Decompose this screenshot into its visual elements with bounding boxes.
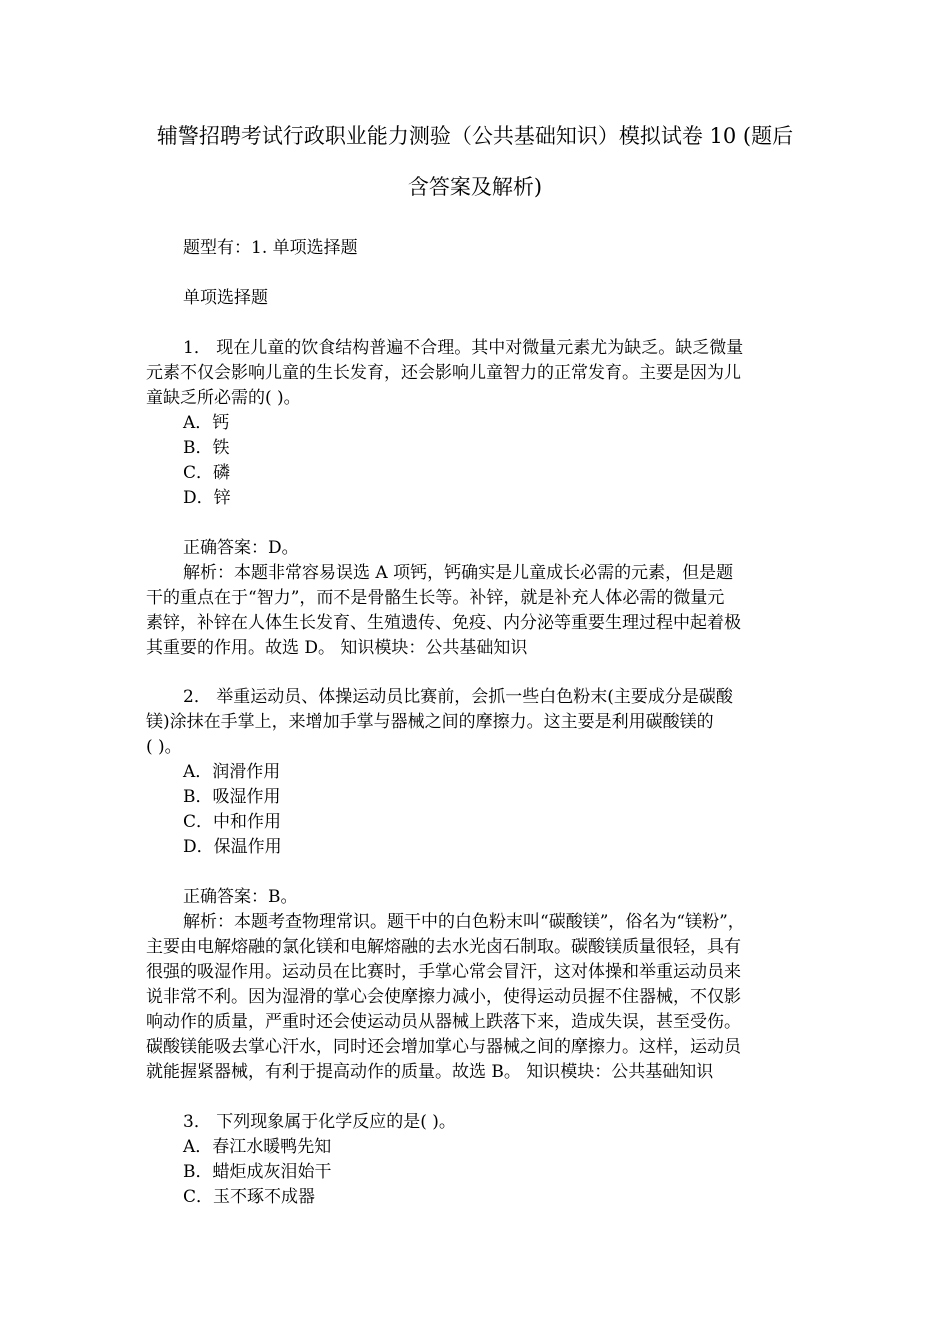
q3-option-a: A．春江水暖鸭先知 <box>183 1137 332 1157</box>
q3-option-c: C．玉不琢不成器 <box>183 1187 316 1207</box>
q2-analysis-line-6: 碳酸镁能吸去掌心汗水，同时还会增加掌心与器械之间的摩擦力。这样，运动员 <box>146 1037 741 1057</box>
document-title-line-1: 辅警招聘考试行政职业能力测验（公共基础知识）模拟试卷 10 (题后 <box>156 124 794 148</box>
q1-analysis-line-1: 解析：本题非常容易误选 A 项钙，钙确实是儿童成长必需的元素，但是题 <box>183 563 734 583</box>
q1-analysis-line-3: 素锌，补锌在人体生长发育、生殖遗传、免疫、内分泌等重要生理过程中起着极 <box>146 613 741 633</box>
q1-stem-line-1: 1． 现在儿童的饮食结构普遍不合理。其中对微量元素尤为缺乏。缺乏微量 <box>183 338 744 358</box>
q1-analysis-line-4: 其重要的作用。故选 D。 知识模块：公共基础知识 <box>146 638 528 658</box>
q1-option-c: C．磷 <box>183 463 231 483</box>
q2-stem-line-2: 镁)涂抹在手掌上，来增加手掌与器械之间的摩擦力。这主要是利用碳酸镁的 <box>146 712 714 732</box>
q3-stem-line-1: 3． 下列现象属于化学反应的是( )。 <box>183 1112 456 1132</box>
q2-answer: 正确答案：B。 <box>183 887 298 907</box>
q2-analysis-line-5: 响动作的质量，严重时还会使运动员从器械上跌落下来，造成失误，甚至受伤。 <box>146 1012 741 1032</box>
q3-option-b: B．蜡炬成灰泪始干 <box>183 1162 332 1182</box>
q2-option-d: D．保温作用 <box>183 837 282 857</box>
question-type-line: 题型有：1. 单项选择题 <box>183 238 358 258</box>
q2-analysis-line-1: 解析：本题考查物理常识。题干中的白色粉末叫“碳酸镁”，俗名为“镁粉”， <box>183 912 745 932</box>
q2-stem-line-3: ( )。 <box>146 737 182 757</box>
q2-analysis-line-7: 就能握紧器械，有利于提高动作的质量。故选 B。 知识模块：公共基础知识 <box>146 1062 714 1082</box>
q2-analysis-line-3: 很强的吸湿作用。运动员在比赛时，手掌心常会冒汗，这对体操和举重运动员来 <box>146 962 741 982</box>
q1-option-d: D．锌 <box>183 488 231 508</box>
document-title-line-2: 含答案及解析) <box>407 175 543 199</box>
q1-stem-line-2: 元素不仅会影响儿童的生长发育，还会影响儿童智力的正常发育。主要是因为儿 <box>146 363 741 383</box>
q2-option-a: A．润滑作用 <box>183 762 281 782</box>
section-heading: 单项选择题 <box>183 288 268 308</box>
q2-option-c: C．中和作用 <box>183 812 282 832</box>
q1-answer: 正确答案：D。 <box>183 538 299 558</box>
q1-analysis-line-2: 干的重点在于“智力”，而不是骨骼生长等。补锌，就是补充人体必需的微量元 <box>146 588 725 608</box>
q1-option-a: A．钙 <box>183 413 230 433</box>
q2-option-b: B．吸湿作用 <box>183 787 281 807</box>
q2-analysis-line-2: 主要由电解熔融的氯化镁和电解熔融的去水光卤石制取。碳酸镁质量很轻，具有 <box>146 937 741 957</box>
q1-option-b: B．铁 <box>183 438 230 458</box>
q1-stem-line-3: 童缺乏所必需的( )。 <box>146 388 301 408</box>
q2-analysis-line-4: 说非常不利。因为湿滑的掌心会使摩擦力减小，使得运动员握不住器械，不仅影 <box>146 987 741 1007</box>
q2-stem-line-1: 2． 举重运动员、体操运动员比赛前，会抓一些白色粉末(主要成分是碳酸 <box>183 687 733 707</box>
